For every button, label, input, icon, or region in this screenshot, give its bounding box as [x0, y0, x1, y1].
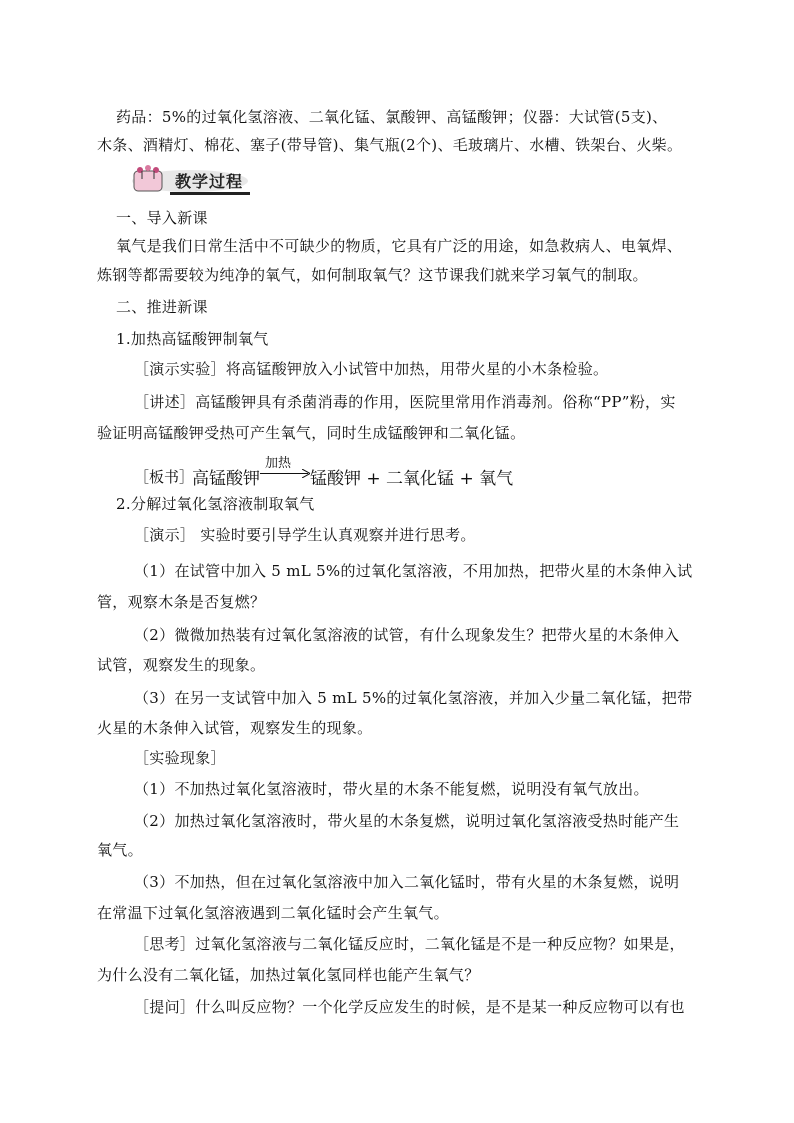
- equation-products: 锰酸钾 + 二氧化锰 + 氧气: [310, 469, 514, 489]
- step-3-line-1: （3）在另一支试管中加入 5 mL 5%的过氧化氢溶液，并加入少量二氧化锰，把带: [134, 689, 693, 707]
- lecture-line-1: ［讲述］高锰酸钾具有杀菌消毒的作用，医院里常用作消毒剂。俗称“PP”粉，实: [134, 393, 676, 411]
- lecture-line-2: 验证明高锰酸钾受热可产生氧气，同时生成锰酸钾和二氧化锰。: [97, 424, 526, 442]
- subsection-2-title: 2.分解过氧化氢溶液制取氧气: [116, 495, 315, 513]
- arrow-head-icon: [302, 469, 310, 478]
- demo-line: ［演示］ 实验时要引导学生认真观察并进行思考。: [134, 526, 476, 544]
- equation-condition: 加热: [265, 456, 292, 471]
- phenomenon-3-line-2: 在常温下过氧化氢溶液遇到二氧化锰时会产生氧气。: [97, 904, 449, 922]
- question-line-1: ［提问］什么叫反应物？一个化学反应发生的时候，是不是某一种反应物可以有也: [134, 998, 685, 1016]
- phenomenon-2-line-2: 氧气。: [97, 841, 143, 859]
- phenomenon-2-line-1: （2）加热过氧化氢溶液时，带火星的木条复燃，说明过氧化氢溶液受热时能产生: [134, 812, 680, 830]
- equation-reactant: 高锰酸钾: [192, 469, 260, 489]
- reaction-arrow: [260, 473, 308, 474]
- step-1-line-2: 管，观察木条是否复燃？: [97, 593, 266, 611]
- section-two-title: 二、推进新课: [116, 298, 208, 316]
- thinking-line-1: ［思考］过氧化氢溶液与二氧化锰反应时，二氧化锰是不是一种反应物？如果是，: [134, 935, 685, 953]
- section-one-title: 一、导入新课: [116, 209, 208, 227]
- demo-experiment-line: ［演示实验］将高锰酸钾放入小试管中加热，用带火星的小木条检验。: [134, 360, 609, 378]
- phenomenon-3-line-1: （3）不加热，但在过氧化氢溶液中加入二氧化锰时，带有火星的木条复燃，说明: [134, 873, 680, 891]
- section-heading-title: 教学过程: [175, 172, 244, 191]
- intro-paragraph-line-1: 氧气是我们日常生活中不可缺少的物质，它具有广泛的用途，如急救病人、电氧焊、: [116, 237, 683, 255]
- materials-line-2: 木条、酒精灯、棉花、塞子(带导管)、集气瓶(2个)、毛玻璃片、水槽、铁架台、火柴。: [97, 136, 683, 154]
- step-3-line-2: 火星的木条伸入试管，观察发生的现象。: [97, 719, 373, 737]
- thinking-line-2: 为什么没有二氧化锰，加热过氧化氢同样也能产生氧气？: [97, 966, 480, 984]
- section-heading: [130, 165, 250, 197]
- heading-underline: [170, 192, 250, 195]
- materials-line-1: 药品：5%的过氧化氢溶液、二氧化锰、氯酸钾、高锰酸钾；仪器：大试管(5支)、: [116, 108, 668, 126]
- phenomena-heading: ［实验现象］: [134, 749, 226, 767]
- intro-paragraph-line-2: 炼钢等都需要较为纯净的氧气，如何制取氧气？这节课我们就来学习氧气的制取。: [97, 266, 648, 284]
- step-2-line-2: 试管，观察发生的现象。: [97, 656, 266, 674]
- step-2-line-1: （2）微微加热装有过氧化氢溶液的试管，有什么现象发生？把带火星的木条伸入: [134, 626, 680, 644]
- step-1-line-1: （1）在试管中加入 5 mL 5%的过氧化氢溶液，不用加热，把带火星的木条伸入试: [134, 562, 693, 580]
- phenomenon-1: （1）不加热过氧化氢溶液时，带火星的木条不能复燃，说明没有氧气放出。: [134, 780, 649, 798]
- subsection-1-title: 1.加热高锰酸钾制氧气: [116, 330, 269, 348]
- equation-label: ［板书］: [134, 468, 195, 486]
